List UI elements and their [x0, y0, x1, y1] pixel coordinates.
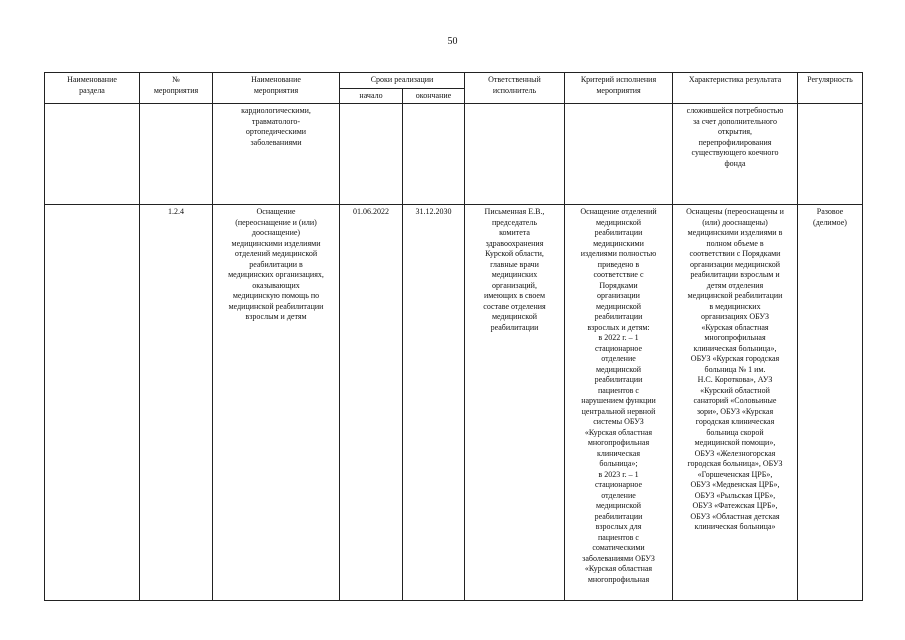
- header-responsible: Ответственный исполнитель: [465, 73, 565, 104]
- cont-result-cell: сложившейся потребностью за счет дополнительного открытия, перепрофилирования существующего коечного фонда: [673, 104, 798, 205]
- cont-end-cell: [403, 104, 465, 205]
- measures-table: [44, 72, 863, 601]
- start-date-cell: 01.06.2022: [340, 205, 403, 601]
- cont-criterion-cell: [565, 104, 673, 205]
- cont-section-cell: [45, 104, 140, 205]
- header-end: окончание: [403, 88, 465, 104]
- header-result: Характеристика результата: [673, 73, 798, 104]
- result-cell: Оснащены (переоснащены и (или) дооснащены) медицинскими изделиями в полном объеме в соответствии с Порядками организации медицинской реабилитации взрослым и детям отделения медицинской реабилитации в медицинских организациях ОБУЗ «Курская областная многопрофильная клиническая больница», ОБУЗ «Курская городская больница № 1 им. Н.С. Короткова», АУЗ «Курский областной санаторий «Соловьиные зори», ОБУЗ «Курская городская клиническая больница скорой медицинской помощи», ОБУЗ «Железногорская городская больница», ОБУЗ «Горшеченская ЦРБ», ОБУЗ «Медвенская ЦРБ», ОБУЗ «Рыльская ЦРБ», ОБУЗ «Фатежская ЦРБ», ОБУЗ «Областная детская клиническая больница»: [673, 205, 798, 601]
- header-event-name: Наименование мероприятия: [213, 73, 340, 104]
- header-terms: Сроки реализации: [340, 73, 465, 89]
- section-cell: [45, 205, 140, 601]
- table-row-continuation: [45, 104, 863, 205]
- header-criterion: Критерий исполнения мероприятия: [565, 73, 673, 104]
- header-section-name: Наименование раздела: [45, 73, 140, 104]
- cont-event-name-cell: кардиологическими, травматолого- ортопедическими заболеваниями: [213, 104, 340, 205]
- event-number-cell: 1.2.4: [140, 205, 213, 601]
- header-regularity: Регулярность: [798, 73, 863, 104]
- table-row-1-2-4: [45, 205, 863, 601]
- cont-regularity-cell: [798, 104, 863, 205]
- responsible-cell: Письменная Е.В., председатель комитета здравоохранения Курской области, главные врачи медицинских организаций, имеющих в своем составе отделения медицинской реабилитации: [465, 205, 565, 601]
- cont-responsible-cell: [465, 104, 565, 205]
- criterion-cell: Оснащение отделений медицинской реабилитации медицинскими изделиями полностью приведено в соответствие с Порядками организации медицинской реабилитации взрослых и детям: в 2022 г. – 1 стационарное отделение медицинской реабилитации пациентов с нарушением функции центральной нервной системы ОБУЗ «Курская областная многопрофильная клиническая больница»; в 2023 г. – 1 стационарное отделение медицинской реабилитации взрослых для пациентов с соматическими заболеваниями ОБУЗ «Курская областная многопрофильная: [565, 205, 673, 601]
- header-row: [45, 73, 863, 89]
- cont-number-cell: [140, 104, 213, 205]
- cont-start-cell: [340, 104, 403, 205]
- page-number: 50: [447, 36, 458, 47]
- event-name-cell: Оснащение (переоснащение и (или) дооснащение) медицинскими изделиями отделений медицинской реабилитации в медицинских организациях, оказывающих медицинскую помощь по медицинской реабилитации взрослым и детям: [213, 205, 340, 601]
- end-date-cell: 31.12.2030: [403, 205, 465, 601]
- regularity-cell: Разовое (делимое): [798, 205, 863, 601]
- header-event-number: № мероприятия: [140, 73, 213, 104]
- header-start: начало: [340, 88, 403, 104]
